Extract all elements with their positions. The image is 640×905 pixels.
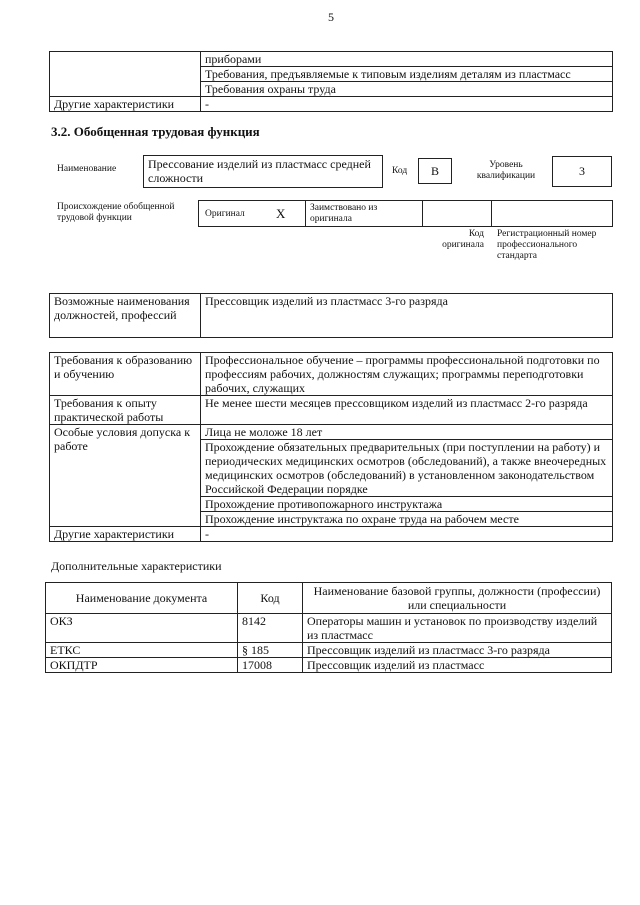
table-row xyxy=(46,614,612,643)
origin-borrowed-box xyxy=(305,200,423,227)
original-mark: X xyxy=(276,206,286,221)
code-value: B xyxy=(430,164,439,178)
table-row xyxy=(46,643,612,658)
special-value-0: Лица не моложе 18 лет xyxy=(201,425,613,440)
extra-name-0: Операторы машин и установок по производству изделий из пластмасс xyxy=(303,614,612,643)
code-caption: Код оригинала xyxy=(442,229,484,250)
origin-reg-box xyxy=(491,200,613,227)
level-label: Уровень квалификации xyxy=(476,160,536,181)
experience-value: Не менее шести месяцев прессовщиком изделий из пластмасс 2-го разряда xyxy=(201,396,613,425)
borrowed-label: Заимствовано из оригинала xyxy=(310,203,378,224)
extra-name-1: Прессовщик изделий из пластмасс 3-го разряда xyxy=(303,643,612,658)
level-value: 3 xyxy=(579,164,585,178)
name-value: Прессование изделий из пластмасс средней сложности xyxy=(148,157,371,185)
origin-original-box xyxy=(198,200,306,227)
req-other-value: - xyxy=(201,527,613,542)
education-value: Профессиональное обучение – программы профессиональной подготовки по профессиям рабочих, должностям служащих; программы переподготовки рабочих, служащих xyxy=(201,353,613,396)
level-value-box xyxy=(552,156,612,187)
requirements-table xyxy=(49,352,613,542)
positions-value: Прессовщик изделий из пластмасс 3-го разряда xyxy=(201,294,613,338)
positions-label: Возможные наименования должностей, профессий xyxy=(50,294,201,338)
original-label: Оригинал xyxy=(205,209,245,219)
special-value-3: Прохождение инструктажа по охране труда на рабочем месте xyxy=(201,512,613,527)
extra-code-1: § 185 xyxy=(238,643,303,658)
top-row-0: приборами xyxy=(201,52,613,67)
name-value-box xyxy=(143,155,383,188)
code-value-box xyxy=(418,158,452,184)
extra-header-name: Наименование базовой группы, должности (профессии) или специальности xyxy=(303,583,612,614)
extra-header-code: Код xyxy=(238,583,303,614)
positions-table xyxy=(49,293,613,338)
extra-table xyxy=(45,582,612,673)
special-value-1: Прохождение обязательных предварительных (при поступлении на работу) и периодических медицинских осмотров (обследований), а также внеочередных медицинских осмотров (обследований) в установленном законодательством Российской Федерации порядке xyxy=(201,440,613,497)
special-value-2: Прохождение противопожарного инструктажа xyxy=(201,497,613,512)
extra-doc-2: ОКПДТР xyxy=(46,658,238,673)
page-number: 5 xyxy=(328,10,334,24)
top-other-value: - xyxy=(201,97,613,112)
extra-code-2: 17008 xyxy=(238,658,303,673)
extra-doc-1: ЕТКС xyxy=(46,643,238,658)
extra-code-0: 8142 xyxy=(238,614,303,643)
extra-doc-0: ОКЗ xyxy=(46,614,238,643)
name-label: Наименование xyxy=(57,164,117,174)
code-label: Код xyxy=(392,166,408,176)
origin-code-box xyxy=(422,200,492,227)
extra-header-doc: Наименование документа xyxy=(46,583,238,614)
extra-name-2: Прессовщик изделий из пластмасс xyxy=(303,658,612,673)
education-label: Требования к образованию и обучению xyxy=(50,353,201,396)
experience-label: Требования к опыту практической работы xyxy=(50,396,201,425)
extra-title: Дополнительные характеристики xyxy=(51,559,222,573)
top-row-2: Требования охраны труда xyxy=(201,82,613,97)
reg-caption: Регистрационный номер профессионального стандарта xyxy=(497,229,597,261)
top-row-1: Требования, предъявляемые к типовым изделиям деталям из пластмасс xyxy=(201,67,613,82)
table-row xyxy=(46,658,612,673)
section-title: 3.2. Обобщенная трудовая функция xyxy=(51,124,260,139)
top-other-label: Другие характеристики xyxy=(50,97,201,112)
special-label: Особые условия допуска к работе xyxy=(50,425,201,527)
origin-label: Происхождение обобщенной трудовой функции xyxy=(57,202,175,223)
top-table xyxy=(49,51,613,112)
req-other-label: Другие характеристики xyxy=(50,527,201,542)
